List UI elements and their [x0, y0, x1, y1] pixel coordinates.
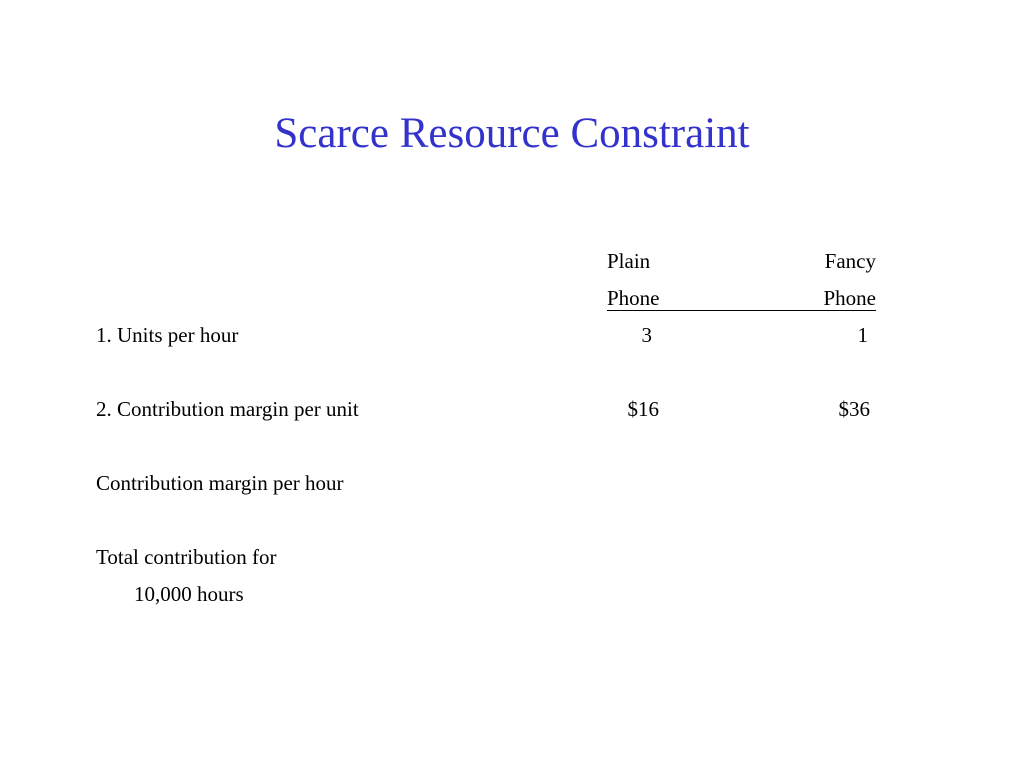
row-units-per-hour-plain: 3 [641, 323, 652, 347]
header-fancy-line1: Fancy [824, 249, 876, 273]
row-cm-per-unit-fancy: $36 [838, 397, 870, 421]
header-plain-line2: Phone [607, 286, 660, 310]
row-total-contribution-label-line1: Total contribution for [96, 545, 277, 569]
header-fancy-line2: Phone [823, 286, 876, 310]
header-underline [607, 310, 876, 311]
row-cm-per-unit-label: 2. Contribution margin per unit [96, 397, 359, 421]
row-cm-per-unit-plain: $16 [627, 397, 659, 421]
slide-title: Scarce Resource Constraint [274, 110, 750, 157]
row-units-per-hour-fancy: 1 [857, 323, 868, 347]
row-cm-per-hour-label: Contribution margin per hour [96, 471, 344, 495]
row-units-per-hour-label: 1. Units per hour [96, 323, 239, 347]
header-plain-line1: Plain [607, 249, 651, 273]
row-total-contribution-label-line2: 10,000 hours [134, 582, 244, 606]
